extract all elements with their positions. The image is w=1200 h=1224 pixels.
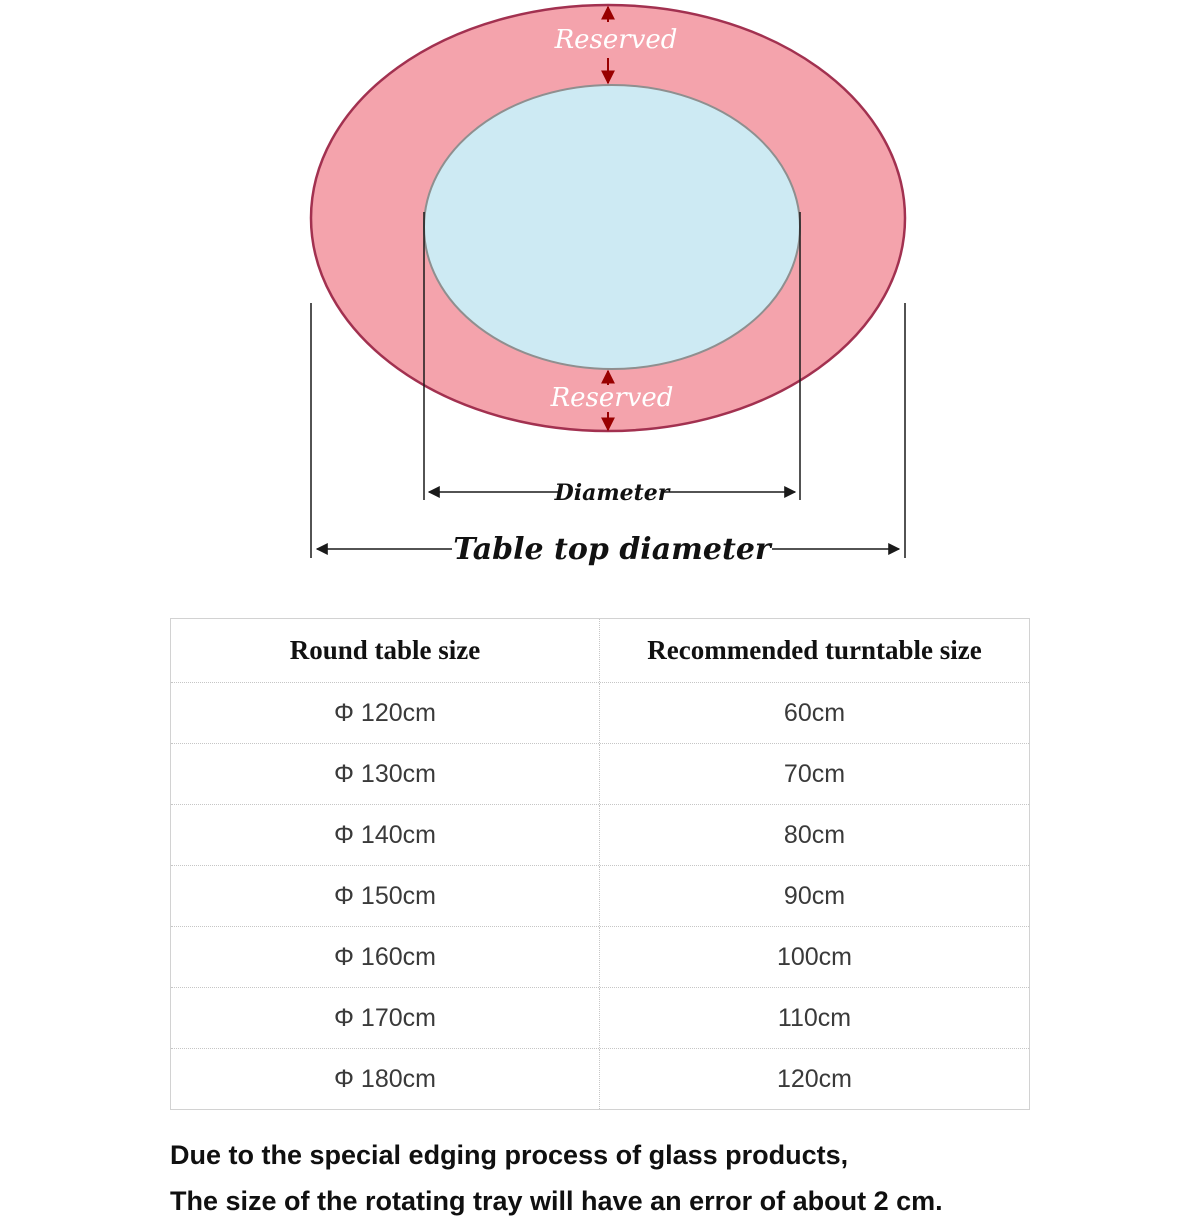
column-header-recommended-turntable-size: Recommended turntable size <box>647 635 982 665</box>
turntable-size-cell: 120cm <box>776 1064 853 1093</box>
diameter-label: Diameter <box>554 480 670 506</box>
reserved-top-label: Reserved <box>554 25 678 55</box>
size-table <box>170 618 1030 1110</box>
turntable-size-cell: 100cm <box>776 942 853 971</box>
table-row <box>171 1048 1029 1109</box>
edging-note <box>170 1132 1200 1224</box>
table-row <box>171 987 1029 1048</box>
round-table-size-cell: Φ 160cm <box>171 927 600 987</box>
column-header-round-table-size: Round table size <box>171 619 600 682</box>
note-line-2: The size of the rotating tray will have an error of about 2 cm. <box>170 1186 943 1216</box>
turntable-size-cell: 90cm <box>783 881 846 910</box>
size-diagram <box>0 0 1200 585</box>
tabletop-diameter-label: Table top diameter <box>453 532 771 567</box>
table-row <box>171 682 1029 743</box>
turntable-size-cell: 60cm <box>783 698 846 727</box>
round-table-size-cell: Φ 170cm <box>171 988 600 1048</box>
round-table-size-cell: Φ 140cm <box>171 805 600 865</box>
turntable-ellipse <box>424 85 800 369</box>
table-row <box>171 926 1029 987</box>
table-row <box>171 865 1029 926</box>
turntable-size-cell: 70cm <box>783 759 846 788</box>
turntable-size-cell: 80cm <box>783 820 846 849</box>
table-row <box>171 804 1029 865</box>
table-row <box>171 743 1029 804</box>
turntable-size-cell: 110cm <box>777 1003 852 1032</box>
round-table-size-cell: Φ 150cm <box>171 866 600 926</box>
round-table-size-cell: Φ 120cm <box>171 683 600 743</box>
note-line-1: Due to the special edging process of glass products, <box>170 1140 849 1170</box>
table-header-row <box>171 619 1029 682</box>
reserved-bottom-label: Reserved <box>550 383 674 413</box>
round-table-size-cell: Φ 130cm <box>171 744 600 804</box>
round-table-size-cell: Φ 180cm <box>171 1049 600 1109</box>
